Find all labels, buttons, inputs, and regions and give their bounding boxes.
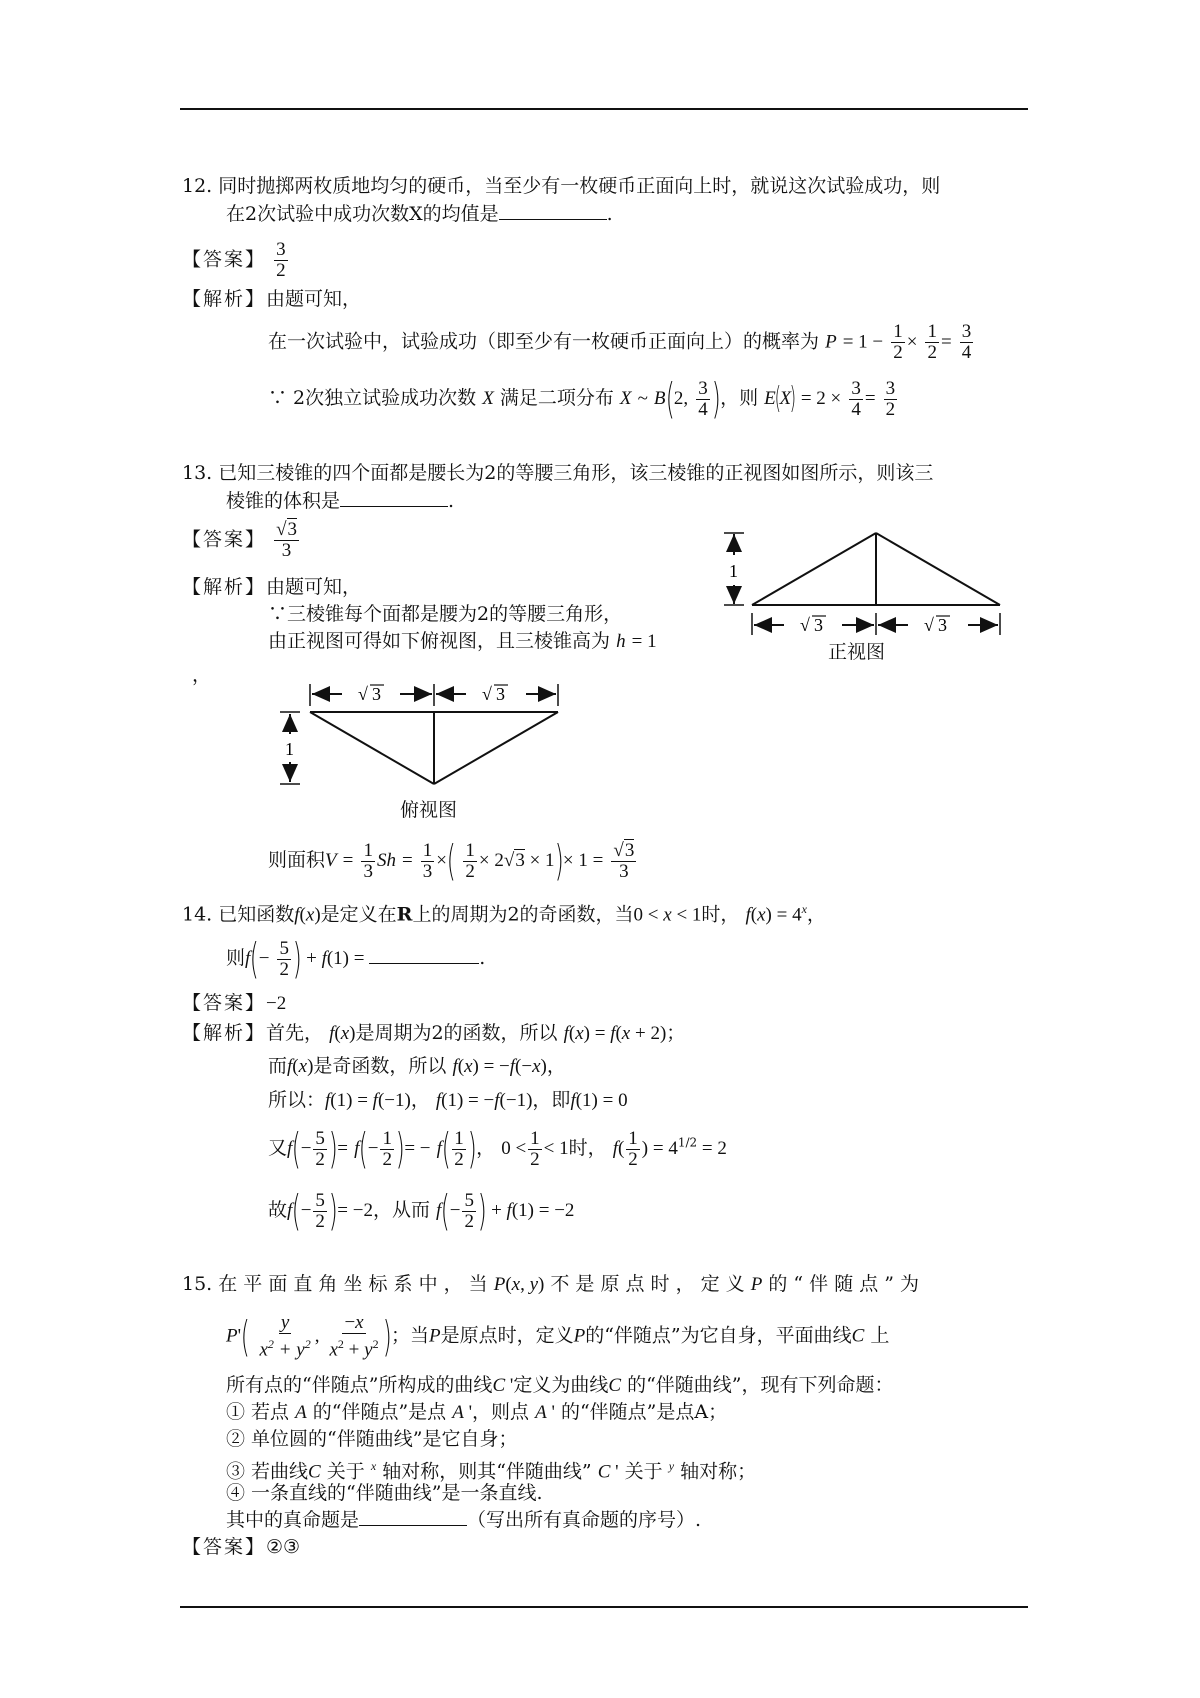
svg-text:√: √ [800,615,810,635]
q13-stem-line2: 棱锥的体积是 . [226,490,455,512]
top-height-label: 1 [285,739,294,759]
q12-answer: 【答案】 $\frac{3}{2}$ [182,239,286,281]
q12-stem-line2: 在2次试验中成功次数X的均值是 . [226,203,613,225]
svg-text:3: 3 [372,684,381,704]
q14-analysis-line3: 所以：f(1) = f(−1)， f(1) = −f(−1)，即f(1) = 0 [268,1089,628,1111]
q15-option-3: ③ 若曲线C 关于 $^x$ 轴对称，则其“伴随曲线” C ' 关于 $^y$ 轴对称； [226,1459,757,1483]
q15-stem-line2: P'( $\frac{y}{x^2 + y^2}$ , $\frac{-x}{x^2 + y^2}$ )；当P是原点时，定义P的“伴随点”为它自身，平面曲线C 上 [226,1311,890,1361]
q15-answer: 【答案】②③ [182,1536,301,1558]
q13-stem-line1: 13. 已知三棱锥的四个面都是腰长为2的等腰三角形，该三棱锥的正视图如图所示，则该三 [182,462,934,484]
top-view-figure [272,678,572,803]
q15-stem-line3: 所有点的“伴随点”所构成的曲线C '定义为曲线C 的“伴随曲线”，现有下列命题： [226,1374,894,1396]
q14-answer: 【答案】−2 [182,992,287,1014]
q14-stem-line1: 14. 已知函数f(x)是定义在R上的周期为2的奇函数，当0 < x < 1时， $f(x) = 4^x$， [182,902,826,926]
q13-analysis-a2: 由正视图可得如下俯视图，且三棱锥高为 h = 1 [268,630,657,652]
q14-analysis-line2: 而f(x)是奇函数，所以 f(x) = −f(−x)， [268,1055,566,1077]
q12-analysis-line1: 在一次试验中，试验成功（即至少有一枚硬币正面向上）的概率为 P = 1 − $\frac{1}{2}$ × $\frac{1}{2}$ = $\frac{3}{4}$ [268,321,972,363]
q14-analysis-line5: 故f(− $\frac{5}{2}$ )= −2，从而 f(− $\frac{5}{2}$ ) + f(1) = −2 [268,1186,575,1235]
q12-analysis-intro: 【解析】由题可知， [182,288,362,310]
q14-analysis-line4: 又f(− $\frac{5}{2}$ )= f(− $\frac{1}{2}$ )= − f( $\frac{1}{2}$ )， 0 < $\frac{1}{2}$ < 1时， f( $\frac{1}{2}$ ) = $4^{1/2} = 2$ [268,1124,727,1173]
q13-analysis-a1: ∵三棱锥每个面都是腰为2的等腰三角形， [268,603,623,625]
q13-comma: ， [192,664,212,686]
front-view-caption: 正视图 [828,641,886,663]
q15-option-4: ④ 一条直线的“伴随曲线”是一条直线. [226,1482,543,1504]
q15-stem-line1: 15. 在 平 面 直 角 坐 标 系 中 ， 当 P(x, y) 不 是 原 点 时 ， 定 义 P 的 “ 伴 随 点 ” 为 [182,1273,920,1295]
svg-text:√: √ [924,615,934,635]
q15-question: 其中的真命题是 （写出所有真命题的序号）. [226,1509,702,1531]
bottom-rule [180,1606,1028,1608]
top-rule [180,108,1028,110]
q15-option-1: ① 若点 A 的“伴随点”是点 A '，则点 A ' 的“伴随点”是点A； [226,1401,728,1423]
svg-text:3: 3 [496,684,505,704]
q12-analysis-line2: ∵ 2次独立试验成功次数 X 满足二项分布 X ~ B(2, $\frac{3}{4}$ )，则 E(X) = 2 × $\frac{3}{4}$ = $\frac{3}{2}$ [268,374,896,423]
front-height-label: 1 [729,561,738,581]
q13-volume: 则面积V = $\frac{1}{3}$ Sh = $\frac{1}{3}$ ×( $\frac{1}{2}$ × 2√3 × 1)× 1 = $\frac{√3}{3}$ [268,836,635,885]
q13-analysis-intro: 【解析】由题可知， [182,576,362,598]
q14-stem-line2: 则f(− $\frac{5}{2}$ ) + f(1) = . [226,934,486,983]
q14-analysis-line1: 【解析】首先， f(x)是周期为2的函数，所以 f(x) = f(x + 2)； [182,1022,686,1044]
svg-text:√: √ [482,684,492,704]
q15-option-2: ② 单位圆的“伴随曲线”是它自身； [226,1428,518,1450]
top-view-caption: 俯视图 [400,799,458,821]
q13-answer: 【答案】 $\frac{√3}{3}$ [182,519,297,561]
svg-text:3: 3 [938,615,947,635]
svg-text:3: 3 [814,615,823,635]
svg-text:√: √ [358,684,368,704]
q12-stem-line1: 12. 同时抛掷两枚质地均匀的硬币，当至少有一枚硬币正面向上时，就说这次试验成功，则 [182,175,941,197]
